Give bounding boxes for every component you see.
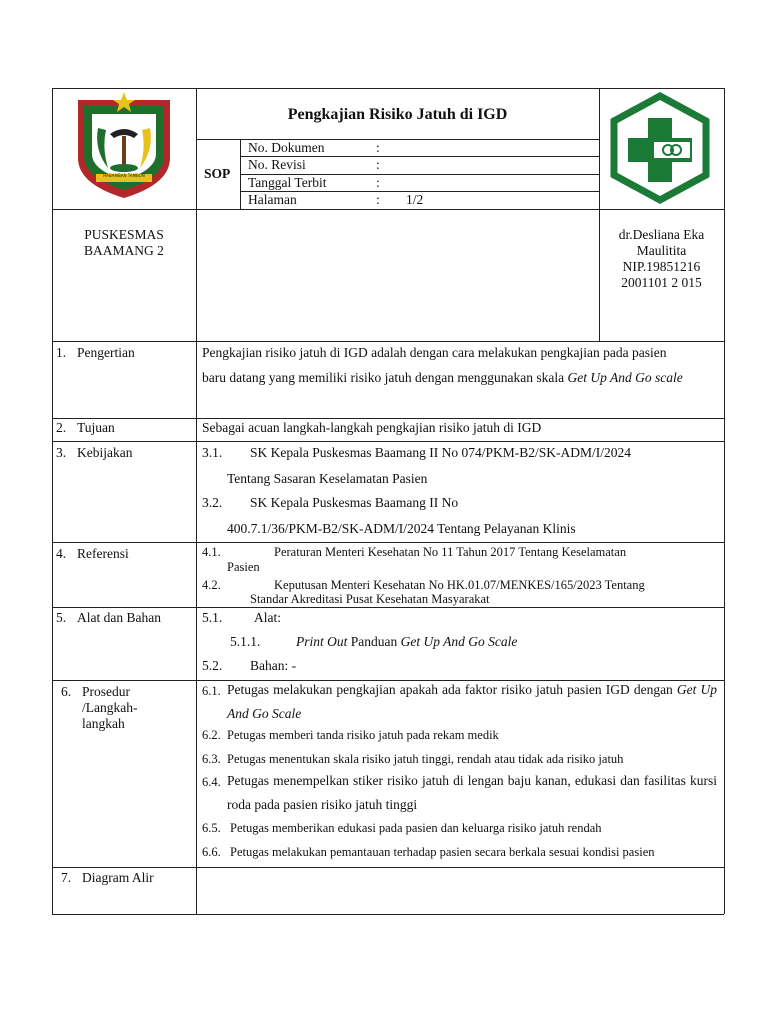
section-4-item-1-num: 4.1. [202,545,221,559]
field-no-revisi-sep: : [376,157,380,172]
section-2-text: Sebagai acuan langkah-langkah pengkajian risiko jatuh di IGD [202,420,542,435]
step-6-2-text: Petugas memberi tanda risiko jatuh pada rekam medik [227,728,499,742]
section-6-label-line1: Prosedur [82,684,130,699]
section-2-label: Tujuan [77,420,115,435]
panduan-text: Panduan [347,634,401,649]
section-6-label-line3: langkah [82,716,125,731]
step-6-5-text: Petugas memberikan edukasi pada pasien dan keluarga risiko jatuh rendah [230,821,602,835]
field-halaman-label: Halaman [248,192,297,207]
signer-nip-line1: NIP.19851216 [622,259,701,274]
step-6-6-num: 6.6. [202,845,221,859]
section-5-item-1-1-text [296,634,517,650]
section-1-text-italic: Get Up And Go scale [567,370,683,385]
step-6-4-num: 6.4. [202,775,221,789]
section-5-num: 5. [56,610,67,625]
signer-name-line2: Maulitita [636,243,687,258]
section-3-item-1-line2: Tentang Sasaran Keselamatan Pasien [227,471,428,486]
institution-line1: PUSKESMAS [84,227,164,242]
field-no-dokumen-label: No. Dokumen [248,140,325,155]
step-6-3-num: 6.3. [202,752,221,766]
print-out-italic: Print Out [296,634,348,649]
section-2-num: 2. [56,420,67,435]
section-4-item-1-line1: Peraturan Menteri Kesehatan No 11 Tahun 2017 Tentang Keselamatan [274,545,627,559]
step-6-4-text: Petugas menempelkan stiker risiko jatuh di lengan baju kanan, edukasi dan fasilitas kursi roda pada pasien risiko jatuh tinggi [227,773,717,812]
section-5-item-2-num: 5.2. [202,658,223,673]
section-4-item-1-line2: Pasien [227,560,260,574]
field-halaman-sep: : [376,192,380,207]
section-3-num: 3. [56,445,67,460]
step-6-1-text [227,678,717,726]
section-5-label: Alat dan Bahan [77,610,161,625]
section-6-label [82,684,137,732]
field-halaman-value: 1/2 [406,192,424,207]
step-6-1-num: 6.1. [202,684,221,698]
section-1-num: 1. [56,345,67,360]
section-4-label: Referensi [77,546,129,561]
section-5-item-1-1-num: 5.1.1. [230,634,261,649]
signer-name-line1: dr.Desliana Eka [618,227,705,242]
health-center-logo [608,92,712,204]
section-5-item-1-num: 5.1. [202,610,223,625]
signer-nip-line2: 2001101 2 015 [621,275,702,290]
section-1-text [202,340,692,390]
section-3-item-2-num: 3.2. [202,495,223,510]
step-6-1-plain: Petugas melakukan pengkajian apakah ada faktor risiko jatuh pasien IGD dengan [227,682,677,697]
institution-line2: BAAMANG 2 [84,243,164,258]
step-6-5-num: 6.5. [202,821,221,835]
section-1-text-plain: Pengkajian risiko jatuh di IGD adalah dengan cara melakukan pengkajian pada pasien baru datang yang memiliki risiko jatuh dengan menggunakan skala [202,345,667,385]
section-6-label-line2: /Langkah- [82,700,138,715]
step-6-3-text: Petugas menentukan skala risiko jatuh tinggi, rendah atau tidak ada risiko jatuh [227,752,624,766]
section-6-num: 6. [61,684,72,699]
step-6-2-num: 6.2. [202,728,221,742]
field-tanggal-terbit-label: Tanggal Terbit [248,175,327,190]
institution-name [52,227,196,259]
sop-label: SOP [204,166,231,181]
regency-logo [74,88,174,200]
section-3-item-1-num: 3.1. [202,445,223,460]
field-no-revisi-label: No. Revisi [248,157,306,172]
document-title: Pengkajian Risiko Jatuh di IGD [287,106,508,123]
section-5-item-1-text: Alat: [254,610,281,625]
section-3-label: Kebijakan [77,445,133,460]
section-4-item-2-line1: Keputusan Menteri Kesehatan No HK.01.07/MENKES/165/2023 Tentang [274,578,645,592]
section-4-item-2-line2: Standar Akreditasi Pusat Kesehatan Masyarakat [250,592,490,606]
section-7-label: Diagram Alir [82,870,154,885]
signer-block [599,227,724,291]
section-4-item-2-num: 4.2. [202,578,221,592]
field-tanggal-terbit-sep: : [376,175,380,190]
logo-banner-text: HABAMBAN TAMBUN [103,173,145,178]
section-3-item-1-line1: SK Kepala Puskesmas Baamang II No 074/PKM-B2/SK-ADM/I/2024 [250,445,631,460]
section-4-num: 4. [56,546,67,561]
section-1-label: Pengertian [77,345,135,360]
section-5-item-2-text: Bahan: - [250,658,297,673]
section-7-num: 7. [61,870,72,885]
section-3-item-2-line2: 400.7.1/36/PKM-B2/SK-ADM/I/2024 Tentang Pelayanan Klinis [227,521,576,536]
scale-name-italic: Get Up And Go Scale [400,634,518,649]
step-6-6-text: Petugas melakukan pemantauan terhadap pasien secara berkala sesuai kondisi pasien [230,845,655,859]
field-no-dokumen-sep: : [376,140,380,155]
section-3-item-2-line1: SK Kepala Puskesmas Baamang II No [250,495,459,510]
step-6-1-italic: Get Up And Go Scale [227,682,717,721]
